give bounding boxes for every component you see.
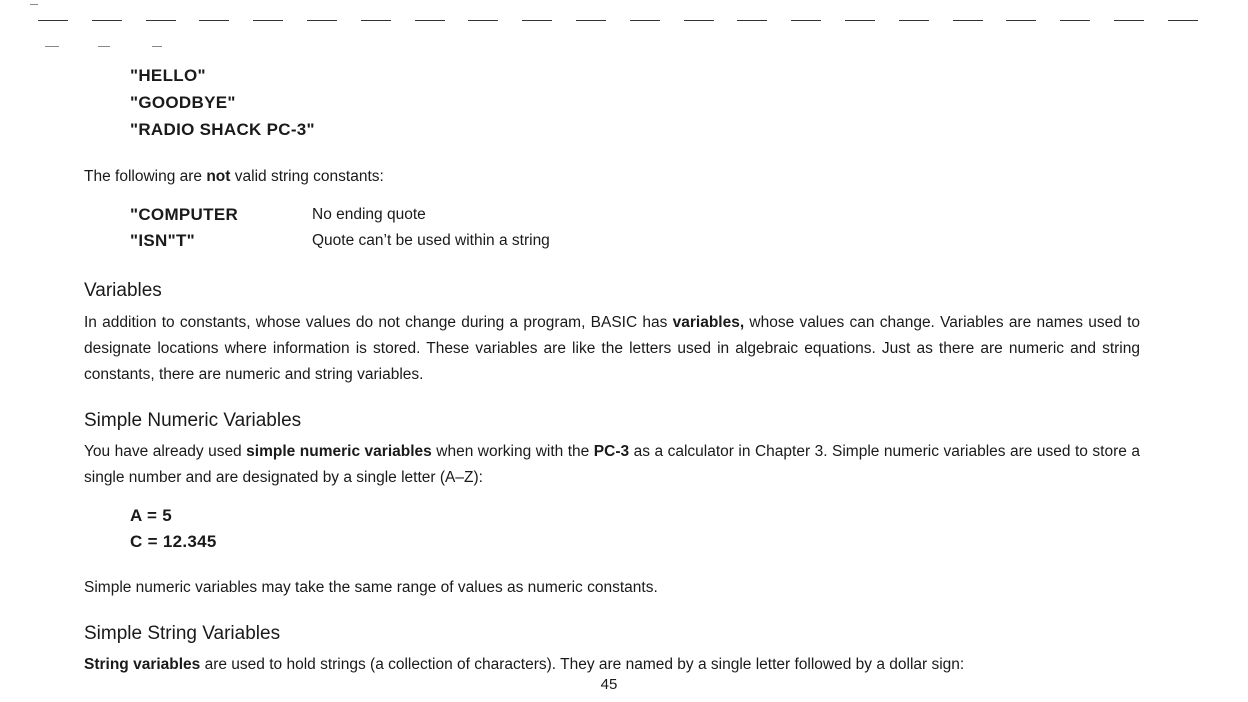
invalid-example-reason: Quote can’t be used within a string: [312, 232, 550, 249]
page-number: 45: [600, 676, 618, 693]
variables-heading: Variables: [84, 280, 162, 301]
invalid-example-code: "COMPUTER: [130, 205, 239, 224]
simple-numeric-paragraph: You have already used simple numeric variables when working with the PC-3 as a calculator in Chapter 3. Simple numeric variables are used to store a single number and are designated by a single letter (A–Z):: [84, 443, 1140, 486]
invalid-example-reason: No ending quote: [312, 206, 426, 223]
numeric-example-a: A = 5: [130, 506, 172, 525]
string-example-hello: "HELLO": [130, 66, 206, 85]
scan-speck: [45, 46, 59, 47]
simple-numeric-note: Simple numeric variables may take the same range of values as numeric constants.: [84, 579, 658, 596]
numeric-example-c: C = 12.345: [130, 532, 217, 551]
variables-paragraph: In addition to constants, whose values do not change during a program, BASIC has variables, whose values can change. Variables are names used to designate locations where information is stored. These variables are like the letters used in algebraic equations. Just as there are numeric and string constants, there are numeric and string variables.: [84, 314, 1140, 383]
simple-string-heading: Simple String Variables: [84, 623, 281, 644]
simple-string-paragraph: String variables are used to hold strings (a collection of characters). They are named by a single letter followed by a dollar sign:: [84, 656, 965, 673]
scan-speck: [98, 46, 110, 47]
scan-speck: [30, 4, 38, 5]
invalid-example-code: "ISN"T": [130, 231, 196, 250]
invalid-constants-intro: The following are not valid string constants:: [84, 168, 384, 185]
top-dashed-rule: [38, 20, 1198, 22]
simple-numeric-heading: Simple Numeric Variables: [84, 410, 302, 431]
scan-speck: [152, 46, 162, 47]
invalid-example-row: [130, 202, 426, 228]
string-example-radio-shack: "RADIO SHACK PC-3": [130, 120, 315, 139]
invalid-example-row: [130, 228, 550, 254]
string-example-goodbye: "GOODBYE": [130, 93, 236, 112]
